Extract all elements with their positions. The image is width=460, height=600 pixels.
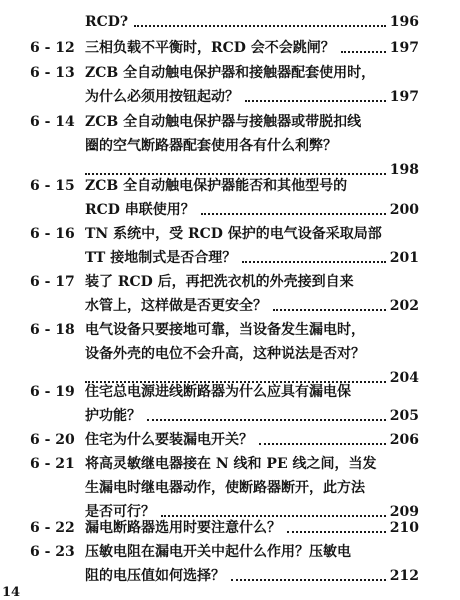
toc-entry-title: 压敏电阻在漏电开关中起什么作用？压敏电 [85,544,351,560]
leader-dots [201,212,386,215]
toc-entry-number: 6 - 13 [30,65,75,81]
toc-page-number: 206 [389,432,419,448]
toc-entry-number: 6 - 21 [30,456,75,472]
toc-entry-title: 生漏电时继电器动作，使断路器断开，此方法 [85,480,365,496]
toc-entry-title: 设备外壳的电位不会升高，这种说法是否对？ [85,346,365,362]
toc-entry-title: 圈的空气断路器配套使用各有什么利弊？ [85,138,337,154]
leader-dots [245,99,386,102]
toc-line [85,380,419,404]
toc-entry-title: 阻的电压值如何选择？ [85,568,225,584]
leader-dots [231,578,386,581]
toc-line [85,110,419,134]
toc-entry-title: 为什么必须用按钮起动？ [85,89,239,105]
toc-line [85,564,419,588]
toc-line [85,476,419,500]
toc-entry-title: ZCB 全自动触电保护器与接触器或带脱扣线 [85,114,362,130]
toc-entry-number: 6 - 15 [30,178,75,194]
toc-line [85,270,419,294]
toc-entry-title: 电气设备只要接地可靠，当设备发生漏电时， [85,322,365,338]
toc-entry-number: 6 - 19 [30,384,75,400]
toc-line [85,342,419,366]
toc-line [85,516,419,540]
toc-page-number: 201 [389,250,419,266]
toc-entry-title: RCD 串联使用？ [85,202,195,218]
toc-page-number: 210 [389,520,419,536]
toc-line [85,428,419,452]
toc-page-number: 200 [389,202,419,218]
toc-line [85,36,419,60]
toc-entry-title: 装了 RCD 后，再把洗衣机的外壳接到自来 [85,274,354,290]
toc-entry-title: 护功能？ [85,408,141,424]
leader-dots [273,308,386,311]
toc-page-number: 202 [389,298,419,314]
toc-page-number: 204 [389,370,419,386]
toc-line [85,198,419,222]
toc-entry-number: 6 - 16 [30,226,75,242]
toc-line [85,10,419,34]
toc-line [85,404,419,428]
toc-page-number: 198 [389,162,419,178]
toc-entry-number: 6 - 22 [30,520,75,536]
leader-dots [242,260,386,263]
toc-entry-title: 漏电断路器选用时要注意什么？ [85,520,281,536]
toc-entry-title: RCD? [85,14,129,30]
toc-line [85,134,419,158]
toc-line [85,246,419,270]
toc-line [85,452,419,476]
toc-page-number: 197 [389,40,419,56]
leader-dots [147,418,386,421]
toc-page-number: 205 [389,408,419,424]
leader-dots [341,50,386,53]
toc-line [85,318,419,342]
toc-line [85,61,419,85]
page-folio: 14 [2,585,21,600]
leader-dots [259,442,386,445]
toc-line [85,540,419,564]
toc-entry-number: 6 - 23 [30,544,75,560]
leader-dots [134,24,386,27]
toc-page-number: 209 [389,504,419,520]
toc-line [85,222,419,246]
toc-entry-title: 将高灵敏继电器接在 N 线和 PE 线之间，当发 [85,456,377,472]
toc-entry-title: TT 接地制式是否合理？ [85,250,237,266]
toc-entry-title: TN 系统中，受 RCD 保护的电气设备采取局部 [85,226,382,242]
toc-page-number: 197 [389,89,419,105]
toc-line [85,174,419,198]
toc-line [85,294,419,318]
toc-entry-title: ZCB 全自动触电保护器和接触器配套使用时， [85,65,376,81]
toc-page-number: 212 [389,568,419,584]
toc-entry-number: 6 - 20 [30,432,75,448]
toc-page-number: 196 [389,14,419,30]
toc-entry-title: ZCB 全自动触电保护器能否和其他型号的 [85,178,348,194]
toc-entry-number: 6 - 12 [30,40,75,56]
toc-entry-title: 住宅为什么要装漏电开关？ [85,432,253,448]
toc-entry-number: 6 - 18 [30,322,75,338]
toc-entry-title: 是否可行？ [85,504,155,520]
leader-dots [287,530,386,533]
toc-entry-title: 三相负载不平衡时，RCD 会不会跳闸？ [85,40,335,56]
toc-entry-title: 住宅总电源进线断路器为什么应具有漏电保 [85,384,351,400]
toc-line [85,85,419,109]
toc-entry-number: 6 - 14 [30,114,75,130]
toc-entry-number: 6 - 17 [30,274,75,290]
toc-entry-title: 水管上，这样做是否更安全？ [85,298,267,314]
